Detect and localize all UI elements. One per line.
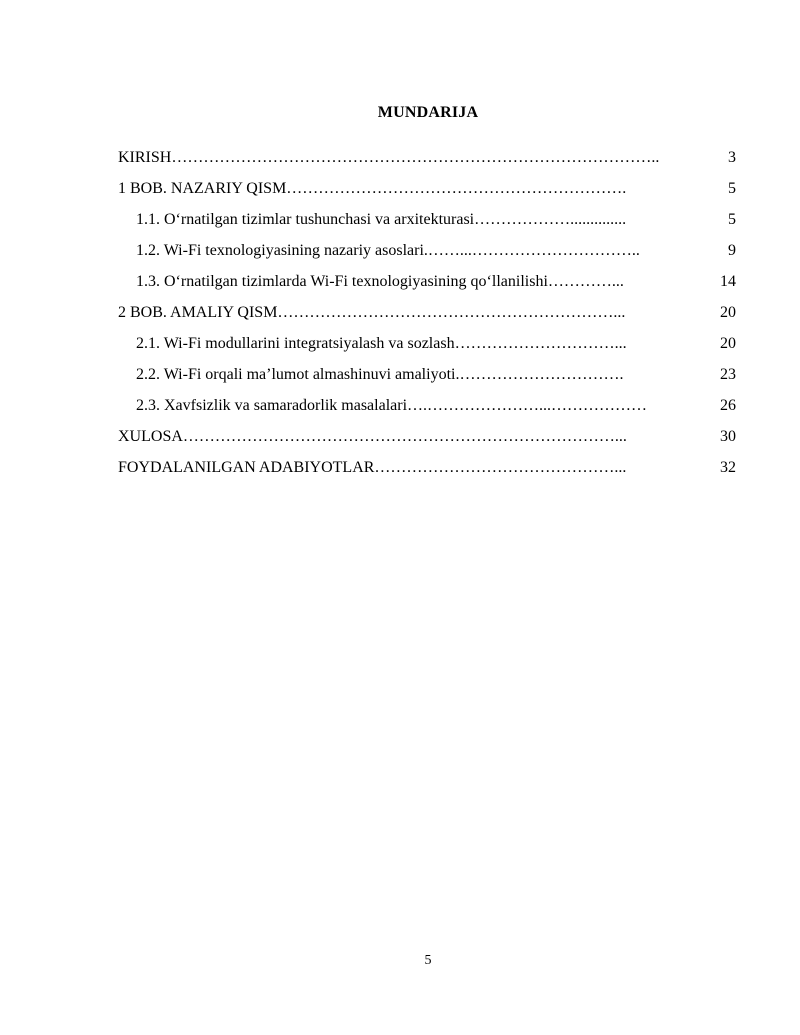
toc-entry-page: 5 (728, 180, 736, 197)
toc-subentry (118, 393, 738, 424)
toc-entry-title: XULOSA………………………………………………………………………... (118, 428, 627, 445)
toc-entry-title: 2 BOB. AMALIY QISM………………………………………………………... (118, 304, 626, 321)
toc-entry-page: 14 (720, 273, 736, 290)
toc-entry-page: 32 (720, 459, 736, 476)
toc-entry-page: 30 (720, 428, 736, 445)
toc-subentry (118, 207, 738, 238)
toc-entry (118, 455, 738, 486)
toc-entry-page: 5 (728, 211, 736, 228)
toc-entry-title: 1.1. O‘rnatilgan tizimlar tushunchasi va arxitekturasi……………….............. (136, 211, 627, 228)
toc-entry-title: 1.2. Wi-Fi texnologiyasining nazariy asoslari.……...………………………….. (136, 242, 640, 259)
toc-subentry (118, 362, 738, 393)
toc-entry-title: 2.1. Wi-Fi modullarini integratsiyalash va sozlash…………………………... (136, 335, 627, 352)
toc-entry (118, 176, 738, 207)
toc-entry-title: KIRISH……………………………………………………………………………….. (118, 149, 660, 166)
toc-entry-page: 3 (728, 149, 736, 166)
toc-entry-page: 20 (720, 335, 736, 352)
toc-entry (118, 145, 738, 176)
toc-entry-page: 26 (720, 397, 736, 414)
table-of-contents (118, 145, 738, 486)
toc-heading: MUNDARIJA (377, 104, 479, 121)
toc-entry-page: 9 (728, 242, 736, 259)
toc-entry-page: 23 (720, 366, 736, 383)
toc-entry-page: 20 (720, 304, 736, 321)
toc-entry-title: 2.3. Xavfsizlik va samaradorlik masalalari….…………………...……………… (136, 397, 648, 414)
toc-entry-title: 1 BOB. NAZARIY QISM………………………………………………………. (118, 180, 627, 197)
toc-subentry (118, 331, 738, 362)
toc-subentry (118, 238, 738, 269)
toc-entry-title: FOYDALANILGAN ADABIYOTLAR………………………………………... (118, 459, 627, 476)
toc-entry-title: 1.3. O‘rnatilgan tizimlarda Wi-Fi texnologiyasining qo‘llanilishi…………... (136, 273, 624, 290)
toc-entry (118, 300, 738, 331)
toc-entry-title: 2.2. Wi-Fi orqali ma’lumot almashinuvi amaliyoti.…………………………. (136, 366, 624, 383)
toc-subentry (118, 269, 738, 300)
page-number: 5 (424, 953, 432, 968)
toc-entry (118, 424, 738, 455)
